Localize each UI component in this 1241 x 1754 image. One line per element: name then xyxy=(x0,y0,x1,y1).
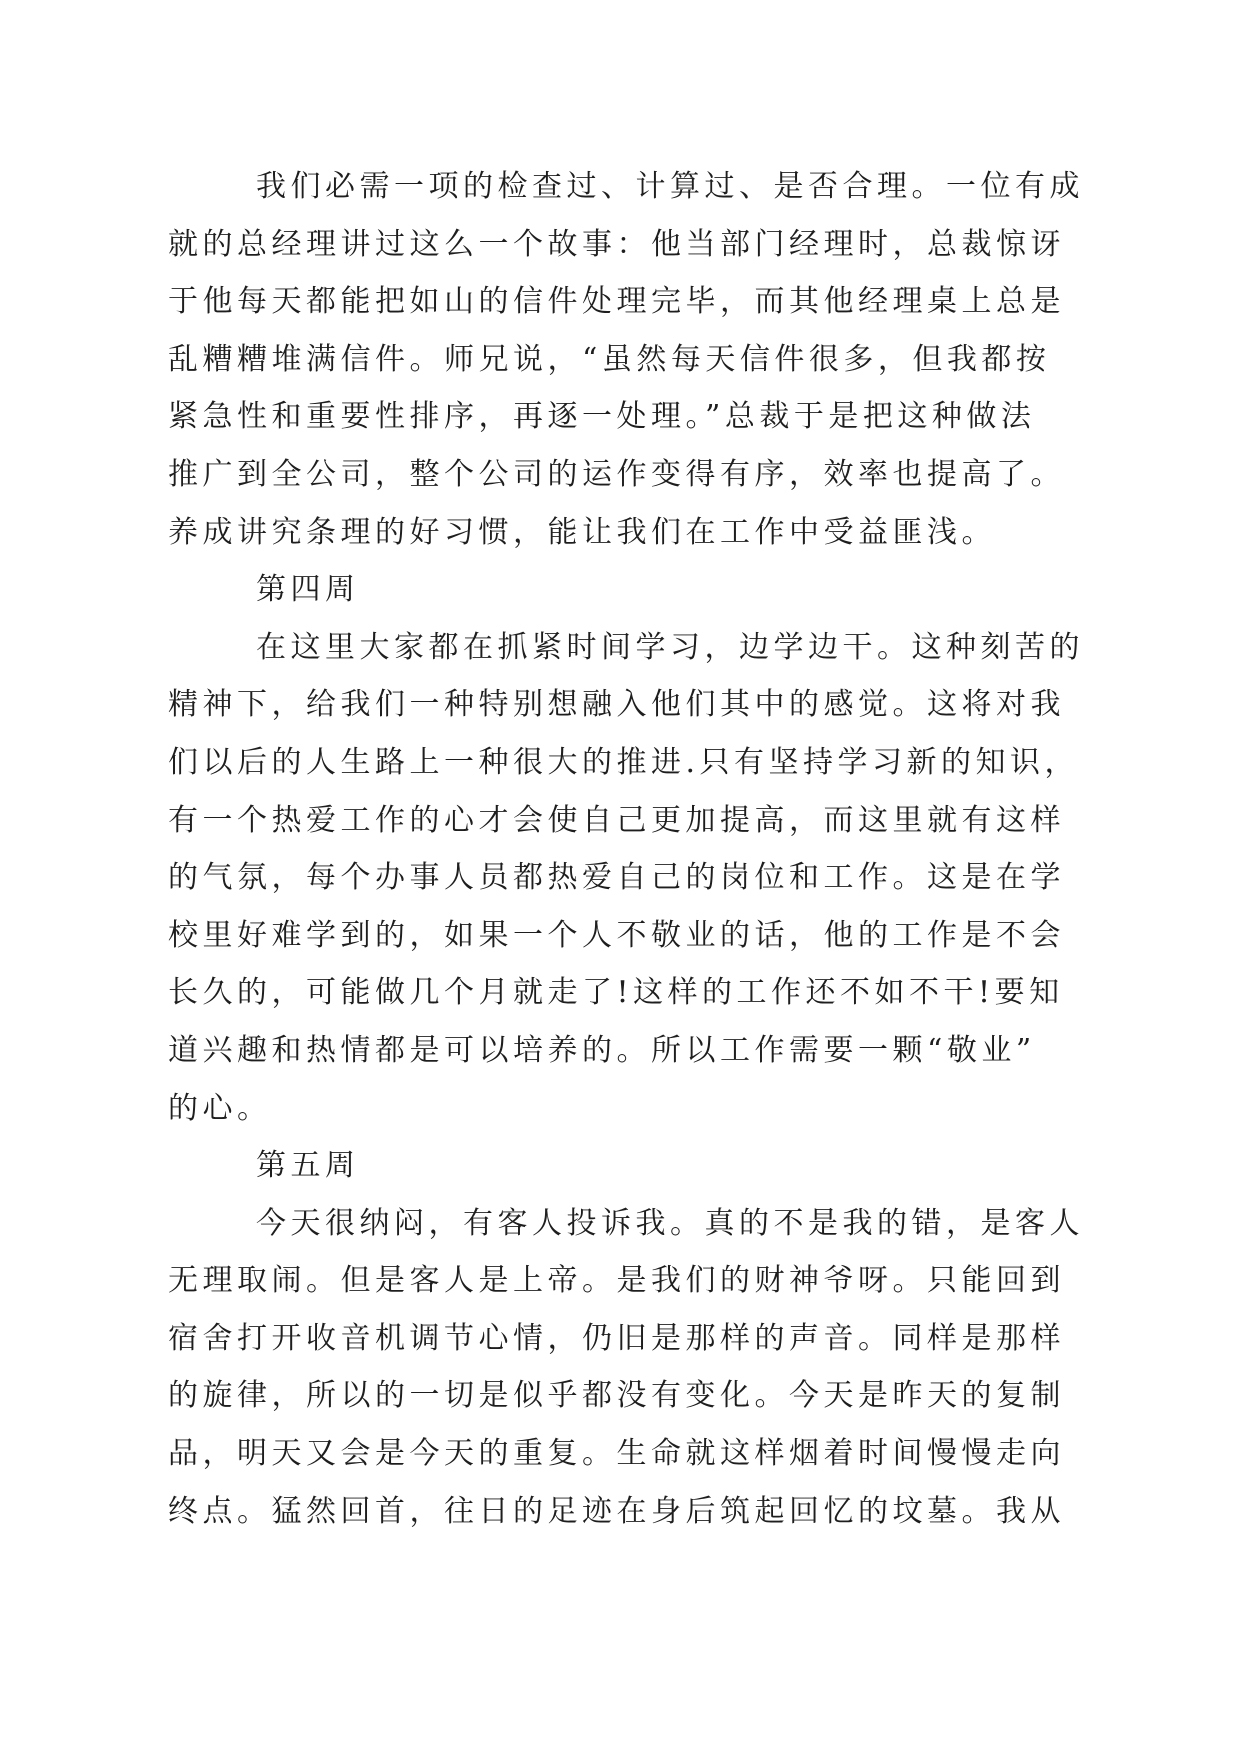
heading-text: 第四周 xyxy=(256,572,360,608)
text-line: 精神下，给我们一种特别想融入他们其中的感觉。这将对我 xyxy=(168,687,1065,723)
text-line: 校里好难学到的，如果一个人不敬业的话，他的工作是不会 xyxy=(168,917,1065,953)
text-line: 今天很纳闷，有客人投诉我。真的不是我的错，是客人 xyxy=(256,1205,1084,1241)
text-line: 就的总经理讲过这么一个故事：他当部门经理时，总裁惊讶 xyxy=(168,226,1065,262)
text-line: 长久的，可能做几个月就走了!这样的工作还不如不干!要知 xyxy=(168,975,1064,1011)
text-line: 道兴趣和热情都是可以培养的。所以工作需要一颗“敬业” xyxy=(168,1032,1036,1068)
text-line: 养成讲究条理的好习惯，能让我们在工作中受益匪浅。 xyxy=(168,514,996,550)
text-line: 无理取闹。但是客人是上帝。是我们的财神爷呀。只能回到 xyxy=(168,1263,1065,1299)
text-line: 终点。猛然回首，往日的足迹在身后筑起回忆的坟墓。我从 xyxy=(168,1493,1065,1529)
text-line: 于他每天都能把如山的信件处理完毕，而其他经理桌上总是 xyxy=(168,284,1065,320)
heading-week-four xyxy=(190,561,1052,619)
heading-week-five xyxy=(190,1137,1052,1195)
document-body xyxy=(168,158,1084,1540)
text-line: 乱糟糟堆满信件。师兄说，“虽然每天信件很多，但我都按 xyxy=(168,341,1051,377)
text-line: 紧急性和重要性排序，再逐一处理。”总裁于是把这种做法 xyxy=(168,399,1036,435)
text-line: 的气氛，每个办事人员都热爱自己的岗位和工作。这是在学 xyxy=(168,860,1065,896)
text-line: 在这里大家都在抓紧时间学习，边学边干。这种刻苦的 xyxy=(256,629,1084,665)
paragraph-complaint xyxy=(168,1195,1084,1541)
heading-text: 第五周 xyxy=(256,1148,360,1184)
text-line: 的心。 xyxy=(168,1090,272,1126)
text-line: 宿舍打开收音机调节心情，仍旧是那样的声音。同样是那样 xyxy=(168,1320,1065,1356)
paragraph-organization xyxy=(168,158,1084,561)
text-line: 我们必需一项的检查过、计算过、是否合理。一位有成 xyxy=(256,169,1084,204)
paragraph-dedication xyxy=(168,619,1084,1137)
text-line: 推广到全公司，整个公司的运作变得有序，效率也提高了。 xyxy=(168,456,1065,492)
text-line: 品，明天又会是今天的重复。生命就这样烟着时间慢慢走向 xyxy=(168,1436,1065,1472)
text-line: 的旋律，所以的一切是似乎都没有变化。今天是昨天的复制 xyxy=(168,1378,1065,1414)
text-line: 有一个热爱工作的心才会使自己更加提高，而这里就有这样 xyxy=(168,802,1065,838)
text-line: 们以后的人生路上一种很大的推进.只有坚持学习新的知识， xyxy=(168,744,1080,780)
